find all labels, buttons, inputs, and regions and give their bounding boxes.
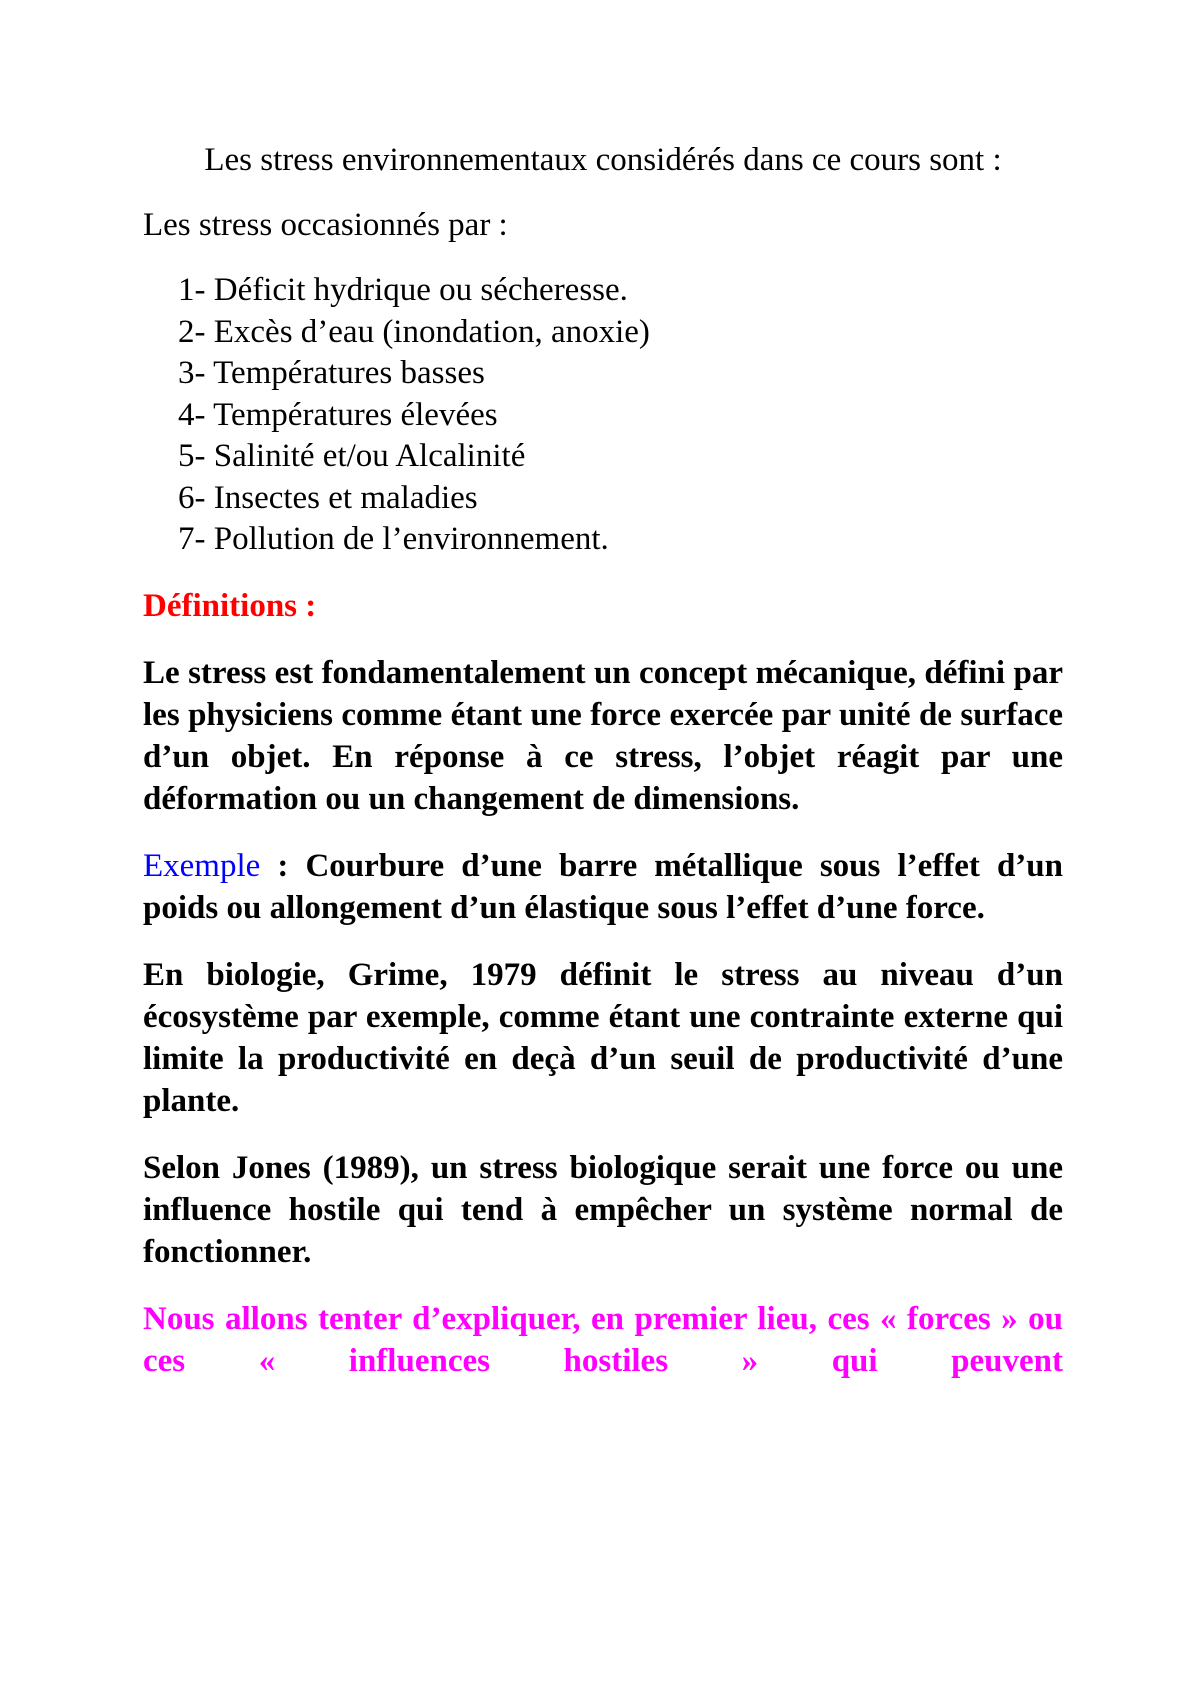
grime-paragraph: En biologie, Grime, 1979 définit le stress au niveau d’un écosystème par exemple, comme étant une contrainte externe qui limite la productivité en deçà d’un seuil de productivité d’une plante.	[143, 956, 1063, 1119]
list-item: 4- Températures élevées	[178, 396, 498, 433]
closing-paragraph: Nous allons tenter d’expliquer, en premier lieu, ces « forces » ou ces « influences hostiles » qui peuvent	[143, 1300, 1063, 1379]
list-item: 2- Excès d’eau (inondation, anoxie)	[178, 313, 650, 350]
list-item: 1- Déficit hydrique ou sécheresse.	[178, 272, 628, 308]
stress-list	[178, 270, 1063, 561]
definitions-heading: Définitions :	[143, 587, 317, 624]
list-item: 3- Températures basses	[178, 355, 485, 391]
definition-paragraph: Le stress est fondamentalement un concept mécanique, défini par les physiciens comme étant une force exercée par unité de surface d’un objet. En réponse à ce stress, l’objet réagit par une déformation ou un changement de dimensions.	[143, 654, 1063, 817]
list-item: 6- Insectes et maladies	[178, 479, 478, 516]
exemple-paragraph	[143, 845, 1063, 929]
document-page	[143, 140, 1063, 1382]
exemple-label: Exemple	[143, 847, 261, 884]
stress-list-intro: Les stress occasionnés par :	[143, 207, 508, 243]
exemple-text: Courbure d’une barre métallique sous l’effet d’un poids ou allongement d’un élastique sous l’effet d’une force.	[143, 847, 1063, 926]
jones-paragraph: Selon Jones (1989), un stress biologique serait une force ou une influence hostile qui tend à empêcher un système normal de fonctionner.	[143, 1149, 1063, 1270]
list-item: 5- Salinité et/ou Alcalinité	[178, 438, 526, 474]
exemple-separator: :	[260, 847, 306, 884]
list-item: 7- Pollution de l’environnement.	[178, 521, 609, 557]
document-title: Les stress environnementaux considérés dans ce cours sont :	[204, 142, 1002, 178]
